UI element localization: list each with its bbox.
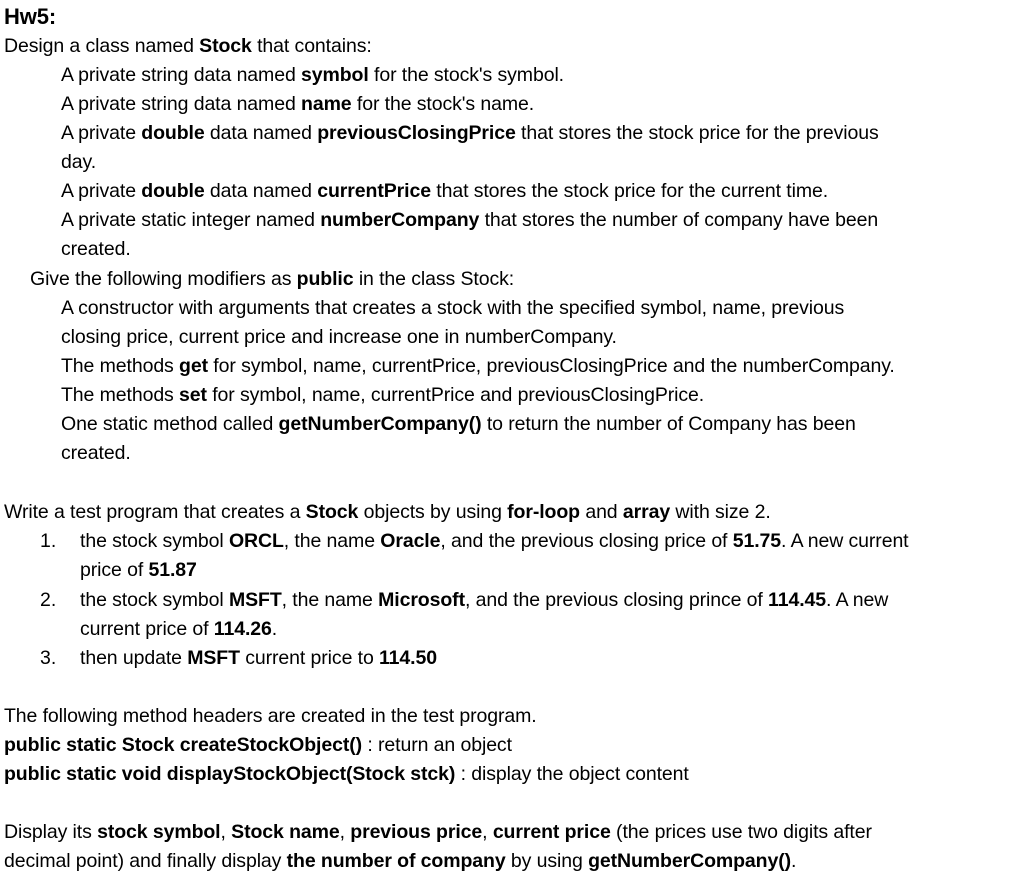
modifier-get-line: The methods get for symbol, name, currentPrice, previousClosingPrice and the numberCompany. — [61, 355, 895, 377]
list-item-msft-line: the stock symbol MSFT, the name Microsoft, and the previous closing prince of 114.45. A new — [80, 589, 889, 611]
method-headers-intro: The following method headers are created in the test program. — [4, 705, 537, 727]
method-header-display: public static void displayStockObject(Stock stck) : display the object content — [4, 763, 689, 785]
test-program-intro: Write a test program that creates a Stock objects by using for-loop and array with size 2. — [4, 501, 771, 523]
field-previous-closing-price-line: A private double data named previousClosingPrice that stores the stock price for the previous — [61, 122, 879, 144]
modifier-static-method-line: One static method called getNumberCompany() to return the number of Company has been — [61, 413, 856, 435]
display-instructions-line: Display its stock symbol, Stock name, previous price, current price (the prices use two digits after — [4, 821, 872, 843]
modifier-static-method-line-cont: created. — [61, 442, 131, 464]
list-item-number: 2. — [40, 589, 57, 611]
list-item-number: 1. — [40, 530, 57, 552]
field-number-company-line: A private static integer named numberCompany that stores the number of company have been — [61, 209, 879, 231]
modifier-set-line: The methods set for symbol, name, currentPrice and previousClosingPrice. — [61, 384, 705, 406]
field-previous-closing-price-line-cont: day. — [61, 151, 97, 173]
field-number-company-line-cont: created. — [61, 238, 131, 260]
class-design-intro: Design a class named Stock that contains: — [4, 35, 372, 57]
modifiers-intro: Give the following modifiers as public in the class Stock: — [30, 268, 515, 290]
display-instructions-line-cont: decimal point) and finally display the number of company by using getNumberCompany(). — [4, 850, 797, 872]
field-name-line: A private string data named name for the stock's name. — [61, 93, 535, 115]
modifier-constructor-line-cont: closing price, current price and increase one in numberCompany. — [61, 326, 617, 348]
field-current-price-line: A private double data named currentPrice that stores the stock price for the current time. — [61, 180, 829, 202]
method-header-create: public static Stock createStockObject() : return an object — [4, 734, 512, 756]
list-item-orcl-line-cont: price of 51.87 — [80, 559, 197, 581]
list-item-update-line: then update MSFT current price to 114.50 — [80, 647, 437, 669]
list-item-number: 3. — [40, 647, 57, 669]
list-item-orcl-line: the stock symbol ORCL, the name Oracle, and the previous closing price of 51.75. A new current — [80, 530, 909, 552]
list-item-msft-line-cont: current price of 114.26. — [80, 618, 278, 640]
field-symbol-line: A private string data named symbol for the stock's symbol. — [61, 64, 564, 86]
modifier-constructor-line: A constructor with arguments that creates a stock with the specified symbol, name, previous — [61, 297, 845, 319]
page-title: Hw5: — [4, 4, 57, 29]
